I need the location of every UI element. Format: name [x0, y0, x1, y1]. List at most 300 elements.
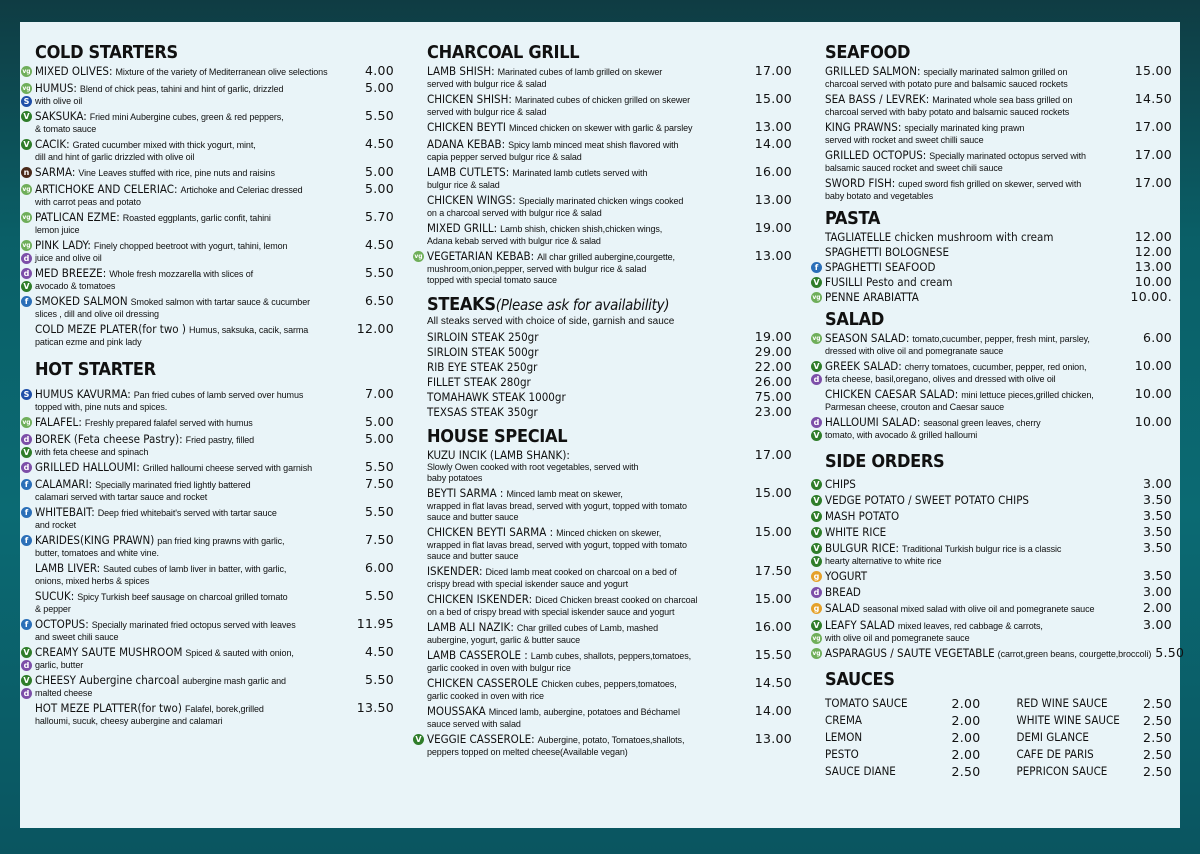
menu-item-price: 3.00: [1142, 584, 1172, 599]
diet-badge-vg-icon: vg: [22, 214, 31, 221]
menu-item-row: [825, 331, 1172, 346]
cold-starters-list: [20, 64, 398, 348]
menu-item-name: MIXED OLIVES:: [35, 64, 113, 78]
menu-item: [412, 448, 796, 484]
menu-item: [20, 561, 398, 587]
diet-badge-g-icon: g: [811, 571, 822, 582]
menu-item-description: mixed leaves, red cabbage & carrots,: [897, 621, 1043, 631]
menu-item: [20, 238, 398, 264]
menu-item: [412, 64, 796, 90]
menu-item-price: 15.50: [754, 647, 792, 662]
menu-item-description-line2: mushroom,onion,pepper, served with bulgur rice & salad: [427, 264, 647, 274]
menu-item-description: Char grilled cubes of Lamb, mashed: [516, 623, 658, 633]
diet-badge-v-icon: V: [811, 511, 822, 522]
menu-item: [412, 345, 796, 359]
menu-item-name: KING PRAWNS:: [825, 120, 902, 134]
menu-item-name: ARTICHOKE AND CELERIAC:: [35, 182, 178, 196]
menu-item-name: SWORD FISH:: [825, 176, 896, 190]
menu-item-description-line3: sauce and butter sauce: [427, 512, 519, 522]
diet-badge-v-icon: V: [811, 620, 822, 631]
menu-item-price: 26.00: [754, 374, 792, 389]
diet-badge-g-icon: g: [811, 603, 822, 614]
menu-item-price: 3.50: [1142, 568, 1172, 583]
menu-item-row: [35, 415, 394, 430]
menu-item-row: [427, 525, 792, 540]
menu-item-description-line2: & tomato sauce: [35, 124, 97, 134]
menu-item-description: Sauted cubes of lamb liver in batter, with garlic,: [103, 564, 287, 574]
side-orders-title: SIDE ORDERS: [825, 451, 945, 472]
menu-item-price: 10.00: [1134, 358, 1172, 373]
seafood-list: [810, 64, 1176, 202]
menu-item-row: [427, 448, 792, 462]
menu-item: [412, 592, 796, 618]
menu-item-name: HUMUS KAVURMA:: [35, 387, 131, 401]
menu-item-price: 14.50: [754, 675, 792, 690]
menu-item: [810, 176, 1176, 202]
menu-item-row: [825, 359, 1172, 374]
menu-item: [412, 165, 796, 191]
menu-item-row: [35, 561, 394, 576]
charcoal-grill-title: CHARCOAL GRILL: [427, 42, 580, 63]
menu-item-row: [427, 345, 792, 359]
menu-item-name: BEYTI SARMA :: [427, 486, 504, 500]
menu-item-description: specially marinated salmon grilled on: [923, 67, 1068, 77]
menu-item-row: [825, 245, 1172, 259]
menu-item-name: LAMB LIVER:: [35, 561, 101, 575]
diet-badge-v-icon: V: [413, 734, 424, 745]
menu-item: [412, 360, 796, 374]
menu-item-name: HALLOUMI SALAD:: [825, 415, 921, 429]
menu-item-name: SALAD: [825, 601, 860, 615]
menu-item-name: BULGUR RICE:: [825, 541, 899, 555]
menu-item: [810, 275, 1176, 289]
menu-item: [20, 432, 398, 458]
side-orders-section: [810, 443, 1185, 661]
menu-item-row: [35, 137, 394, 152]
diet-badge-d-icon: d: [21, 660, 32, 671]
menu-item: [412, 375, 796, 389]
steaks-list: [412, 330, 796, 419]
menu-item-name: CHICKEN BEYTI: [427, 120, 506, 134]
menu-item-description-line2: and sweet chili sauce: [35, 632, 119, 642]
menu-item: [20, 701, 398, 727]
menu-item-description-line2: Slowly Owen cooked with root vegetables, served with: [427, 462, 639, 472]
menu-item-price: 12.00: [1134, 229, 1172, 244]
menu-item-description: Spicy lamb minced meat shish flavored with: [508, 140, 679, 150]
menu-item-price: 13.00: [754, 731, 792, 746]
menu-item-name: SARMA:: [35, 165, 76, 179]
menu-item-price: 14.00: [754, 703, 792, 718]
sauce-name: PEPRICON SAUCE: [1016, 764, 1108, 778]
menu-item-price: 3.50: [1142, 492, 1172, 507]
diet-badge-vg-icon: vg: [22, 419, 31, 426]
menu-item-description: Smoked salmon with tartar sauce & cucumber: [130, 297, 311, 307]
menu-item-description-line3: baby potatoes: [427, 473, 483, 483]
menu-item-price: 5.50: [364, 672, 394, 687]
menu-item: [810, 509, 1176, 523]
menu-item-price: 15.00: [754, 485, 792, 500]
menu-item-row: [35, 165, 394, 180]
menu-item: [20, 64, 398, 79]
menu-item-description: Specially marinated fried octopus served with leaves: [91, 620, 296, 630]
menu-item-description: Pan fried cubes of lamb served over humus: [133, 390, 304, 400]
diet-badge-v-icon: V: [21, 675, 32, 686]
menu-item-description: seasonal mixed salad with olive oil and pomegranete sauce: [862, 604, 1095, 614]
menu-item-price: 3.50: [1142, 524, 1172, 539]
seafood-title: SEAFOOD: [825, 42, 911, 63]
menu-item-description-line2: & pepper: [35, 604, 71, 614]
menu-item-name: VEGETARIAN KEBAB:: [427, 249, 535, 263]
menu-item-row: [427, 92, 792, 107]
diet-badge-v-icon: V: [21, 647, 32, 658]
menu-item-description-line2: with olive oil and pomegranete sauce: [825, 633, 970, 643]
diet-badge-d-icon: d: [21, 253, 32, 264]
menu-item-description: Specially marinated fried lightly battered: [95, 480, 251, 490]
menu-item-name: WHITE RICE: [825, 525, 887, 539]
menu-item-price: 6.00: [364, 560, 394, 575]
menu-item-row: [427, 375, 792, 389]
menu-item-price: 6.50: [364, 293, 394, 308]
menu-item-description-line2: Adana kebab served with bulgur rice & salad: [427, 236, 601, 246]
menu-item-price: 3.00: [1142, 476, 1172, 491]
charcoal-grill-list: [412, 64, 796, 286]
menu-item: [412, 704, 796, 730]
menu-item-name: GRILLED SALMON:: [825, 64, 921, 78]
menu-item: [412, 120, 796, 135]
menu-item-row: [35, 210, 394, 225]
diet-badge-f-icon: f: [21, 535, 32, 546]
salad-list: [810, 331, 1176, 441]
menu-item-description: Fried mini Aubergine cubes, green & red peppers,: [89, 112, 284, 122]
menu-item-description: Minced chicken on skewer with garlic & parsley: [508, 123, 693, 133]
menu-item-description: Traditional Turkish bulgur rice is a classic: [902, 544, 1062, 554]
diet-badge-vg-icon: vg: [22, 186, 31, 193]
menu-item-description: Aubergine, potato, Tomatoes,shallots,: [537, 735, 685, 745]
menu-item-description: Grated cucumber mixed with thick yogurt, mint,: [72, 140, 256, 150]
menu-item-price: 10.00: [1134, 386, 1172, 401]
menu-item-price: 10.00: [1134, 414, 1172, 429]
cold-starters-section: [20, 22, 398, 348]
steaks-availability-note: (Please ask for availability): [495, 296, 670, 314]
menu-item: [20, 109, 398, 135]
menu-item: [412, 92, 796, 118]
menu-item-name: SIRLOIN STEAK 500gr: [427, 345, 539, 359]
menu-item-name: LEAFY SALAD: [825, 618, 895, 632]
diet-badge-f-icon: f: [21, 619, 32, 630]
menu-item: [20, 415, 398, 430]
menu-item-description: Mixture of the variety of Mediterranean olive selections: [115, 67, 328, 77]
menu-item: [20, 266, 398, 292]
sauces-section: [810, 663, 1176, 780]
menu-item-description-line2: with olive oil: [35, 96, 83, 106]
diet-badge-v-icon: V: [21, 447, 32, 458]
menu-item-name: PINK LADY:: [35, 238, 91, 252]
menu-item-description-line3: sauce and butter sauce: [427, 551, 519, 561]
diet-badge-vg-icon: vg: [812, 635, 821, 642]
sauce-name: SAUCE DIANE: [825, 764, 896, 778]
sauce-item: [825, 695, 981, 712]
diet-badge-v-icon: V: [811, 361, 822, 372]
menu-item-row: [825, 525, 1172, 539]
sauce-item: [825, 763, 981, 780]
menu-item: [810, 569, 1176, 583]
menu-item-row: [427, 165, 792, 180]
side-orders-list: [810, 473, 1185, 661]
menu-item-row: [427, 405, 792, 419]
menu-item-row: [427, 486, 792, 501]
menu-item-description-line2: with feta cheese and spinach: [35, 447, 149, 457]
menu-item-description: Deep fried whitebait's served with tartar sauce: [97, 508, 277, 518]
diet-badge-vg-icon: vg: [812, 335, 821, 342]
menu-item-description: Fried pastry, filled: [185, 435, 255, 445]
sauce-name: RED WINE SAUCE: [1016, 696, 1108, 710]
menu-item-name: LAMB CASSEROLE :: [427, 648, 528, 662]
menu-item-row: [35, 64, 394, 79]
menu-item-row: [427, 64, 792, 79]
menu-item-price: 13.00: [754, 192, 792, 207]
menu-item-description: Vine Leaves stuffed with rice, pine nuts and raisins: [78, 168, 275, 178]
menu-item-description: Finely chopped beetroot with yogurt, tahini, lemon: [93, 241, 288, 251]
menu-item-description-line2: avocado & tomatoes: [35, 281, 116, 291]
menu-item: [810, 230, 1176, 244]
menu-item: [810, 525, 1176, 539]
sauce-price: 2.00: [951, 713, 981, 728]
menu-item-name: YOGURT: [825, 569, 868, 583]
menu-item-price: 17.00: [1134, 119, 1172, 134]
menu-item-row: [427, 193, 792, 208]
menu-item: [810, 245, 1176, 259]
menu-item-row: [427, 704, 792, 719]
menu-item-name: CREAMY SAUTE MUSHROOM: [35, 645, 183, 659]
menu-item-name: COLD MEZE PLATER(for two ): [35, 322, 186, 336]
menu-item-description: (carrot,green beans, courgette,broccoli): [997, 649, 1152, 659]
menu-item-description-line2: charcoal served with baby potato and balsamic sauced rockets: [825, 107, 1070, 117]
menu-item-row: [35, 294, 394, 309]
sauce-item: [1017, 763, 1173, 780]
menu-item-description: Roasted eggplants, garlic confit, tahini: [122, 213, 271, 223]
menu-item: [810, 645, 1185, 661]
sauce-item: [1017, 746, 1173, 763]
menu-item-price: 19.00: [754, 329, 792, 344]
menu-item-description: Artichoke and Celeriac dressed: [180, 185, 303, 195]
menu-item-name: VEGGIE CASSEROLE:: [427, 732, 535, 746]
menu-item: [412, 137, 796, 163]
menu-item-price: 29.00: [754, 344, 792, 359]
menu-item-row: [427, 221, 792, 236]
menu-item-price: 4.50: [364, 644, 394, 659]
menu-item-row: [825, 415, 1172, 430]
menu-item-name: SIRLOIN STEAK 250gr: [427, 330, 539, 344]
menu-item-row: [427, 648, 792, 663]
house-special-section: [412, 420, 796, 758]
menu-item-price: 19.00: [754, 220, 792, 235]
menu-item-name: CALAMARI:: [35, 477, 93, 491]
menu-item-name: HUMUS:: [35, 81, 77, 95]
menu-item-row: [35, 322, 394, 337]
diet-badge-v-icon: V: [811, 277, 822, 288]
menu-item-description-line2: juice and olive oil: [35, 253, 102, 263]
menu-item-description-line2: wrapped in flat lavas bread, served with yogurt, topped with tomato: [427, 501, 687, 511]
menu-item-row: [825, 477, 1172, 491]
diet-badge-v-icon: V: [21, 139, 32, 150]
menu-item: [412, 221, 796, 247]
menu-item: [810, 64, 1176, 90]
menu-item-description: specially marinated king prawn: [904, 123, 1025, 133]
menu-item-description-line3: topped with special tomato sauce: [427, 275, 557, 285]
sauce-name: WHITE WINE SAUCE: [1016, 713, 1120, 727]
menu-item-name: CHICKEN CAESAR SALAD:: [825, 387, 959, 401]
menu-item-row: [35, 266, 394, 281]
menu-item-description-line2: patican ezme and pink lady: [35, 337, 142, 347]
menu-item-description-line2: balsamic sauced rocket and sweet chili sauce: [825, 163, 1003, 173]
menu-item-price: 5.50: [364, 588, 394, 603]
menu-item-name: KARIDES(KING PRAWN): [35, 533, 155, 547]
menu-item-price: 5.00: [364, 414, 394, 429]
sauce-price: 2.50: [1142, 730, 1172, 745]
menu-item-name: GRILLED HALLOUMI:: [35, 460, 140, 474]
menu-item-price: 15.00: [754, 524, 792, 539]
menu-item-description: aubergine mash garlic and: [182, 676, 286, 686]
menu-item-row: [35, 617, 394, 632]
menu-item-price: 4.00: [364, 63, 394, 78]
menu-item: [810, 148, 1176, 174]
menu-item-name: CHEESY Aubergine charcoal: [35, 673, 180, 687]
menu-item-row: [825, 230, 1172, 244]
menu-item-row: [825, 275, 1172, 289]
menu-item-description: Specially marinated chicken wings cooked: [518, 196, 684, 206]
sauce-item: [825, 712, 981, 729]
diet-badge-v-icon: V: [811, 556, 822, 567]
menu-item-price: 5.50: [364, 265, 394, 280]
pasta-title: PASTA: [825, 208, 881, 229]
menu-item-price: 17.00: [754, 447, 792, 462]
hot-starter-list: [20, 381, 398, 727]
menu-item: [810, 415, 1176, 441]
menu-item-row: [427, 360, 792, 374]
sauce-price: 2.00: [951, 696, 981, 711]
menu-item-description: cherry tomatoes, cucumber, pepper, red onion,: [904, 362, 1087, 372]
diet-badge-f-icon: f: [811, 262, 822, 273]
menu-item-row: [35, 645, 394, 660]
diet-badge-v-icon: V: [811, 527, 822, 538]
menu-item-price: 14.50: [1134, 91, 1172, 106]
menu-item-price: 22.00: [754, 359, 792, 374]
steaks-title-text: STEAKS: [427, 294, 496, 315]
menu-item-name: SUCUK:: [35, 589, 75, 603]
cold-starters-title: COLD STARTERS: [35, 42, 178, 63]
menu-item: [20, 81, 398, 107]
menu-item-row: [825, 92, 1172, 107]
menu-item-name: FALAFEL:: [35, 415, 82, 429]
column-right: [810, 22, 1185, 828]
menu-item-description-line2: on a bed of crispy bread with special iskender sauce and yogurt: [427, 607, 675, 617]
diet-badge-f-icon: f: [21, 507, 32, 518]
menu-item-name: FUSILLI Pesto and cream: [825, 275, 953, 289]
sauce-price: 2.50: [1142, 713, 1172, 728]
menu-item-row: [427, 390, 792, 404]
sauce-item: [825, 746, 981, 763]
menu-item-description: Spicy Turkish beef sausage on charcoal grilled tomato: [77, 592, 288, 602]
menu-item-description-line2: hearty alternative to white rice: [825, 556, 942, 566]
menu-item-name: PENNE ARABIATTA: [825, 290, 919, 304]
menu-item-price: 17.00: [754, 63, 792, 78]
menu-item-price: 17.00: [1134, 147, 1172, 162]
menu-item: [412, 330, 796, 344]
menu-item-description-line2: wrapped in flat lavas bread, served with yogurt, topped with tomato: [427, 540, 687, 550]
menu-item: [810, 585, 1176, 599]
menu-item-description-line2: sauce served with salad: [427, 719, 521, 729]
menu-item-name: MASH POTATO: [825, 509, 900, 523]
sauce-price: 2.50: [1142, 764, 1172, 779]
menu-item-row: [35, 533, 394, 548]
menu-item-price: 3.50: [1142, 540, 1172, 555]
menu-item: [810, 120, 1176, 146]
menu-item: [20, 182, 398, 208]
menu-panel: [20, 22, 1185, 828]
menu-item-name: OCTOPUS:: [35, 617, 89, 631]
menu-item-name: HOT MEZE PLATTER(for two): [35, 701, 182, 715]
hot-starter-section: [20, 350, 398, 727]
menu-item-name: BREAD: [825, 585, 861, 599]
diet-badge-d-icon: d: [811, 587, 822, 598]
diet-badge-d-icon: d: [21, 268, 32, 279]
diet-badge-s-icon: S: [21, 96, 32, 107]
menu-item-description-line2: served with bulgur rice & salad: [427, 79, 547, 89]
menu-item: [810, 541, 1176, 567]
menu-item-row: [427, 620, 792, 635]
menu-item-description-line2: slices , dill and olive oil dressing: [35, 309, 159, 319]
menu-item-description-line2: served with rocket and sweet chilli sauce: [825, 135, 984, 145]
menu-item: [20, 617, 398, 643]
menu-item-row: [825, 569, 1172, 583]
menu-item-row: [35, 505, 394, 520]
menu-item-description: Diced Chicken breast cooked on charcoal: [535, 595, 698, 605]
diet-badge-vg-icon: vg: [22, 242, 31, 249]
menu-item-description-line2: malted cheese: [35, 688, 93, 698]
menu-item-price: 75.00: [754, 389, 792, 404]
diet-badge-f-icon: f: [21, 479, 32, 490]
menu-item-description: Marinated cubes of lamb grilled on skewer: [497, 67, 663, 77]
menu-item-description-line2: dressed with olive oil and pomegranate sauce: [825, 346, 1004, 356]
menu-item-name: BOREK (Feta cheese Pastry):: [35, 432, 183, 446]
menu-item-price: 13.00: [754, 248, 792, 263]
steaks-subtitle: All steaks served with choice of side, garnish and sauce: [427, 316, 675, 327]
menu-item-row: [35, 432, 394, 447]
sauce-item: [1017, 729, 1173, 746]
menu-item-row: [825, 509, 1172, 523]
menu-item-name: GRILLED OCTOPUS:: [825, 148, 927, 162]
menu-item-price: 16.00: [754, 619, 792, 634]
menu-item-name: TEXSAS STEAK 350gr: [427, 405, 538, 419]
menu-item-row: [35, 238, 394, 253]
menu-item-row: [427, 330, 792, 344]
sauce-item: [825, 729, 981, 746]
menu-item-row: [825, 541, 1172, 556]
menu-item-name: MOUSSAKA: [427, 704, 486, 718]
diet-badge-v-icon: V: [21, 281, 32, 292]
menu-item-description: Marinated lamb cutlets served with: [512, 168, 648, 178]
menu-item-description: Marinated whole sea bass grilled on: [932, 95, 1073, 105]
sauces-list: [810, 691, 1176, 780]
menu-item-row: [427, 137, 792, 152]
menu-item-price: 17.50: [754, 563, 792, 578]
menu-item-description: Grilled halloumi cheese served with garnish: [142, 463, 313, 473]
menu-item-price: 5.50: [364, 459, 394, 474]
house-special-list: [412, 448, 796, 758]
menu-item-price: 6.00: [1142, 330, 1172, 345]
menu-item: [810, 618, 1176, 644]
diet-badge-v-icon: V: [811, 430, 822, 441]
